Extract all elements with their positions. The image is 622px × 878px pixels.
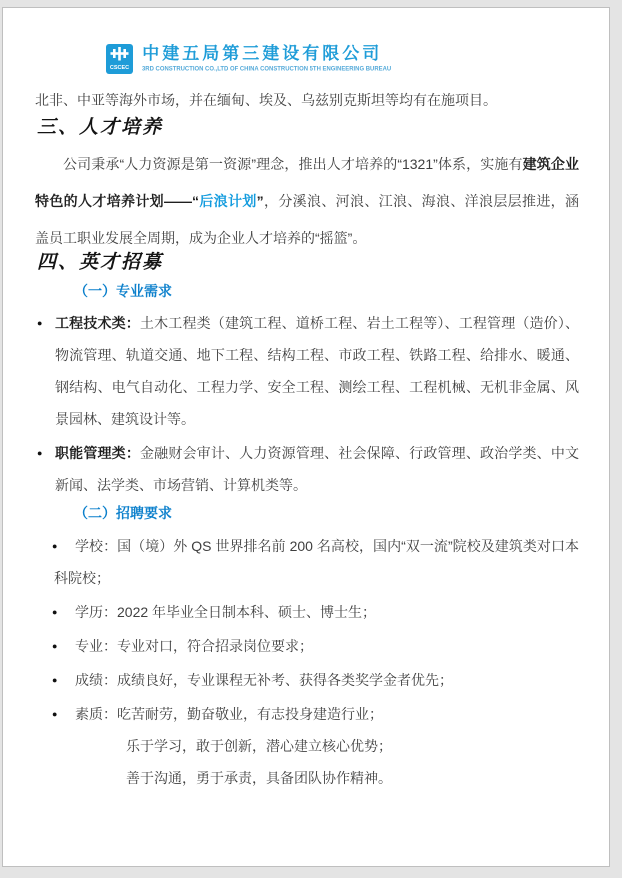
overseas-markets-line: 北非、中亚等海外市场，并在缅甸、埃及、乌兹别克斯坦等均有在施项目。 [35,92,497,108]
talent-text-bold-2: ” [256,193,264,209]
engineering-majors-label: 工程技术类： [55,315,140,331]
subsection-recruit-requirements: （二）招聘要求 [74,505,172,521]
cscec-logo-graphic [106,44,133,74]
subsection-professional-demand: （一）专业需求 [74,283,172,299]
professional-demand-list [35,307,579,501]
document-body [3,90,609,794]
req-quality-line-1: 素质：吃苦耐劳，勤奋敬业，有志投身建造行业； [75,706,383,722]
houlang-plan-highlight: 后浪计划 [199,193,257,209]
talent-text-bold-1: 建筑企业特色的人才培养计划——“ [35,156,580,209]
company-name-cn: 中建五局第三建设有限公司 [142,44,383,63]
cscec-logo-icon [106,44,133,74]
company-titles [142,44,520,75]
list-item-engineering-majors [35,307,579,435]
req-quality-line-3: 善于沟通，勇于承责，具备团队协作精神。 [126,770,392,786]
management-majors-label: 职能管理类： [55,445,140,461]
list-item-management-majors [35,437,579,501]
company-header [17,44,609,75]
company-name-en: 3RD CONSTRUCTION CO.,LTD OF CHINA CONSTRUCTION 5TH ENGINEERING BUREAU [142,65,392,72]
req-item-school: ● 学校：国（境）外 QS 世界排名前 200 名高校，国内“双一流”院校及建筑类对口本科院校； [35,530,579,594]
req-item-quality [35,698,579,794]
talent-text-normal-1: 公司秉承“人力资源是第一资源”理念，推出人才培养的“1321”体系，实施有 [63,156,523,172]
req-item-degree: ● 学历：2022 年毕业全日制本科、硕士、博士生； [35,596,579,628]
talent-paragraph [35,146,579,257]
req-quality-line-2: 乐于学习，敢于创新，潜心建立核心优势； [126,738,392,754]
document-page [2,7,610,867]
talent-text-normal-2: ，分溪浪、河浪、江浪、海浪、洋浪层层推进，涵盖员工职业发展全周期，成为企业人才培养的“摇篮”。 [35,193,580,246]
requirements-list [35,530,579,794]
management-majors-text: 金融财会审计、人力资源管理、社会保障、行政管理、政治学类、中文新闻、法学类、市场营销、计算机类等。 [55,445,579,493]
req-item-grades: ● 成绩：成绩良好，专业课程无补考、获得各类奖学金者优先； [35,664,579,696]
section-title-talent-development: 三、人才培养 [37,116,164,138]
req-item-major: ● 专业：专业对口，符合招录岗位要求； [35,630,579,662]
engineering-majors-text: 土木工程类（建筑工程、道桥工程、岩土工程等）、工程管理（造价）、物流管理、轨道交通、地下工程、结构工程、市政工程、铁路工程、给排水、暖通、钢结构、电气自动化、工程力学、安全工程、测绘工程、工程机械、无机非金属、风景园林、建筑设计等。 [55,315,580,427]
cscec-logo-text: CSCEC [110,65,130,71]
section-title-recruitment: 四、英才招募 [37,251,164,273]
